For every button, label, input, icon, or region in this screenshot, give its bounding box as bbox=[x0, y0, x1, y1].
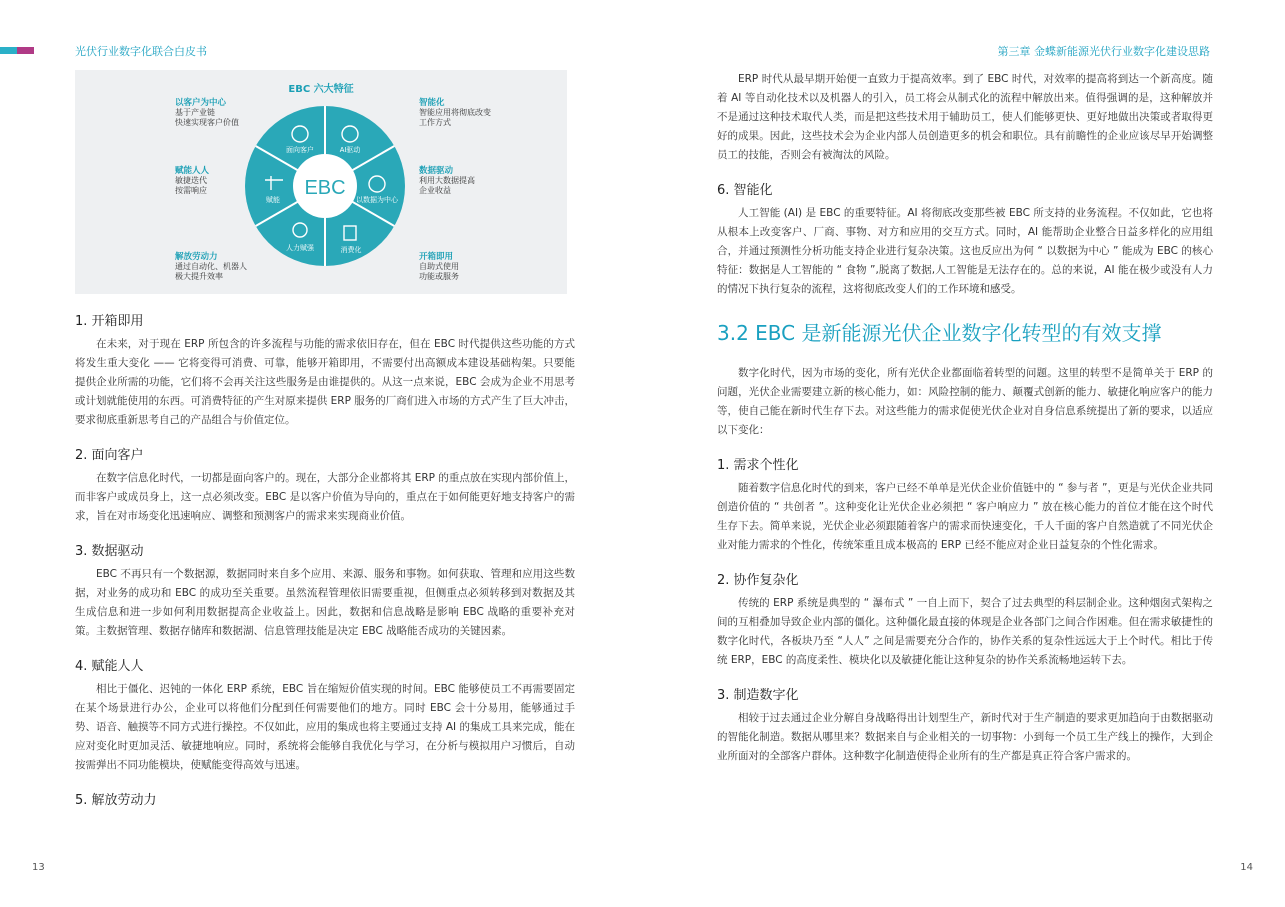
segment-label: 人力赋强 bbox=[286, 245, 314, 252]
section-heading: 2. 面向客户 bbox=[75, 448, 144, 463]
feature-data-driven bbox=[419, 166, 475, 196]
section-heading: 3. 制造数字化 bbox=[717, 688, 799, 703]
feature-title: 赋能人人 bbox=[175, 166, 210, 176]
body-paragraph: 随着数字信息化时代的到来，客户已经不单单是光伏企业价值链中的 “ 参与者 ”，更是与光伏企业共同创造价值的 “ 共创者 ”。这种变化让光伏企业必须把 “ 客户响应力 ” 放在核心能力的首位才能在这个时代生存下去。简单来说，光伏企业必须跟随着客户的需求而快速变化，千人千面的客户自然造就了不同光伏企业对能力需求的个性化，传统笨重且成本极高的 ERP 已经不能应对企业日益复杂的个性化需求。 bbox=[717, 482, 1213, 551]
ebc-figure bbox=[75, 70, 567, 294]
feature-intelligent bbox=[419, 98, 491, 128]
body-paragraph: 相比于僵化、迟钝的一体化 ERP 系统，EBC 旨在缩短价值实现的时间。EBC 能够使员工不再需要固定在某个场景进行办公，企业可以将他们分配到任何需要他们的地方。同时 EBC 会十分易用，能够通过手势、语音、触摸等不同方式进行操控。不仅如此，应用的集成也将主要通过支持 AI 的集成工具来完成，能在应对变化时更加灵活、敏捷地响应。同时，系统将会能够自我优化与学习，在分析与模拟用户习惯后，自动按需弹出不同功能模块，使赋能变得高效与迅速。 bbox=[75, 683, 575, 771]
feature-title: 以客户为中心 bbox=[175, 98, 227, 108]
body-paragraph: EBC 不再只有一个数据源，数据同时来自多个应用、来源、服务和事物。如何获取、管理和应用这些数据，对业务的成功和 EBC 的成功至关重要。虽然流程管理依旧需要重视，但侧重点必须转移到对数据及其生成信息和进一步如何利用数据提高企业收益上。因此，数据和信息战略是影响 EBC 战略的重要补充对策。主数据管理、数据存储库和数据湖、信息管理技能是决定 EBC 战略能否成功的关键因素。 bbox=[75, 568, 575, 637]
feature-line: 快速实现客户价值 bbox=[175, 118, 239, 127]
section-heading: 4. 赋能人人 bbox=[75, 659, 144, 674]
feature-title: 解放劳动力 bbox=[175, 252, 218, 262]
feature-line: 利用大数据提高 bbox=[419, 176, 475, 185]
body-paragraph: 相较于过去通过企业分解自身战略得出计划型生产，新时代对于生产制造的要求更加趋向于由数据驱动的智能化制造。数据从哪里来？数据来自与企业相关的一切事物：小到每一个员工生产线上的操作，大到企业所面对的全部客户群体。这种数字化制造使得企业所有的生产都是真正符合客户需求的。 bbox=[717, 712, 1213, 762]
feature-line: 按需响应 bbox=[175, 186, 207, 195]
feature-line: 通过自动化、机器人 bbox=[175, 262, 247, 271]
running-header-left: 光伏行业数字化联合白皮书 bbox=[75, 45, 207, 58]
body-paragraph: 传统的 ERP 系统是典型的 “ 瀑布式 ” 一自上而下，契合了过去典型的科层制企业。这种烟囱式架构之间的互相叠加导致企业内部的僵化。这种僵化最直接的体现是企业各部门之间合作困难。但在需求敏捷性的数字化时代，各板块乃至 “人人” 之间是需要充分合作的，协作关系的复杂性远远大于上个时代。相比于传统 ERP，EBC 的高度柔性、模块化以及敏捷化能让这种复杂的协作关系流畅地运转下去。 bbox=[717, 597, 1213, 666]
brand-bar-cyan bbox=[0, 47, 17, 54]
body-paragraph: 数字化时代，因为市场的变化，所有光伏企业都面临着转型的问题。这里的转型不是简单关于 ERP 的问题，光伏企业需要建立新的核心能力，如：风险控制的能力、颠覆式创新的能力、敏捷化响应客户的能力等，使自己能在新时代生存下去。对这些能力的需求促使光伏企业对自身信息系统提出了新的要求，以适应以下变化： bbox=[717, 367, 1213, 436]
segment-label: 消费化 bbox=[340, 247, 362, 254]
left-page bbox=[75, 70, 575, 814]
feature-empower bbox=[175, 166, 209, 196]
page-number-right: 14 bbox=[1240, 862, 1253, 873]
body-paragraph: 人工智能 (AI) 是 EBC 的重要特征。AI 将彻底改变那些被 EBC 所支持的业务流程。不仅如此，它也将从根本上改变客户、厂商、事物、对方和应用的交互方式。同时，AI 能帮助企业整合日益多样化的应用组合，并通过预测性分析功能支持企业进行复杂决策。这也反应出为何 “ 以数据为中心 ” 能成为 EBC 的核心特征：数据是人工智能的 “ 食物 ”,脱离了数据,人工智能是无法存在的。总的来说，AI 能在极少或没有人力的情况下执行复杂的流程，这将彻底改变人们的工作环境和感受。 bbox=[717, 207, 1213, 295]
feature-title: 开箱即用 bbox=[419, 252, 454, 262]
body-paragraph: 在数字信息化时代，一切都是面向客户的。现在，大部分企业都将其 ERP 的重点放在实现内部价值上，而非客户或成员身上，这一点必须改变。EBC 是以客户价值为导向的，重点在于如何能更好地支持客户的需求，旨在对市场变化迅速响应、调整和预测客户的需求来实现商业价值。 bbox=[75, 472, 575, 522]
feature-title: 智能化 bbox=[419, 98, 445, 108]
feature-line: 敏捷迭代 bbox=[175, 176, 207, 185]
segment-label: 面向客户 bbox=[286, 147, 314, 154]
feature-line: 企业收益 bbox=[419, 186, 451, 195]
body-paragraph: ERP 时代从最早期开始便一直致力于提高效率。到了 EBC 时代，对效率的提高将到达一个新高度。随着 AI 等自动化技术以及机器人的引入，员工将会从制式化的流程中解放出来。值得强调的是，这种解放并不是通过这种技术取代人类，而是把这些技术用于辅助员工，使人们能够更快、更好地做出决策或者取得更好的成果。因此，这些技术会为企业内部人员创造更多的机会和职位。具有前瞻性的企业应该尽早开始调整员工的技能，否则会有被淘汰的风险。 bbox=[717, 73, 1213, 161]
page-number-left: 13 bbox=[32, 862, 45, 873]
figure-title: EBC 六大特征 bbox=[288, 84, 354, 95]
feature-line: 工作方式 bbox=[419, 118, 451, 127]
section-heading: 1. 需求个性化 bbox=[717, 458, 799, 473]
feature-out-of-box bbox=[419, 252, 459, 282]
feature-customer-centric bbox=[175, 98, 239, 128]
section-heading: 2. 协作复杂化 bbox=[717, 573, 799, 588]
feature-line: 基于产业链 bbox=[175, 108, 215, 117]
segment-label: AI驱动 bbox=[339, 147, 361, 154]
feature-line: 功能或服务 bbox=[419, 272, 459, 281]
feature-line: 自助式使用 bbox=[419, 262, 459, 271]
brand-bar-magenta bbox=[17, 47, 34, 54]
ebc-wheel bbox=[243, 104, 407, 268]
section-heading: 1. 开箱即用 bbox=[75, 314, 144, 329]
feature-line: 智能应用将彻底改变 bbox=[419, 108, 491, 117]
segment-label: 赋能 bbox=[266, 197, 280, 204]
section-heading: 6. 智能化 bbox=[717, 183, 773, 198]
feature-title: 数据驱动 bbox=[419, 166, 454, 176]
feature-line: 极大提升效率 bbox=[175, 272, 223, 281]
wheel-center-label: EBC bbox=[304, 177, 346, 199]
section-heading: 5. 解放劳动力 bbox=[75, 793, 157, 808]
right-page bbox=[717, 70, 1213, 780]
section-heading: 3. 数据驱动 bbox=[75, 544, 144, 559]
segment-label: 以数据为中心 bbox=[356, 197, 398, 204]
running-header-right: 第三章 金蝶新能源光伏行业数字化建设思路 bbox=[997, 45, 1210, 58]
body-paragraph: 在未来，对于现在 ERP 所包含的许多流程与功能的需求依旧存在，但在 EBC 时代提供这些功能的方式将发生重大变化 —— 它将变得可消费、可靠，能够开箱即用，不需要付出高额成本建设基础构架。只要能提供企业所需的功能，它们将不会再关注这些服务是由谁提供的。从这一点来说，EBC 会成为企业不用思考或计划就能使用的东西。可消费特征的产生对原来提供 ERP 服务的厂商们进入市场的方式产生了巨大冲击，要求彻底重新思考自己的产品组合与价值定位。 bbox=[75, 338, 575, 426]
chapter-subheading: 3.2 EBC 是新能源光伏企业数字化转型的有效支撑 bbox=[717, 321, 1162, 345]
feature-liberate bbox=[175, 252, 247, 282]
